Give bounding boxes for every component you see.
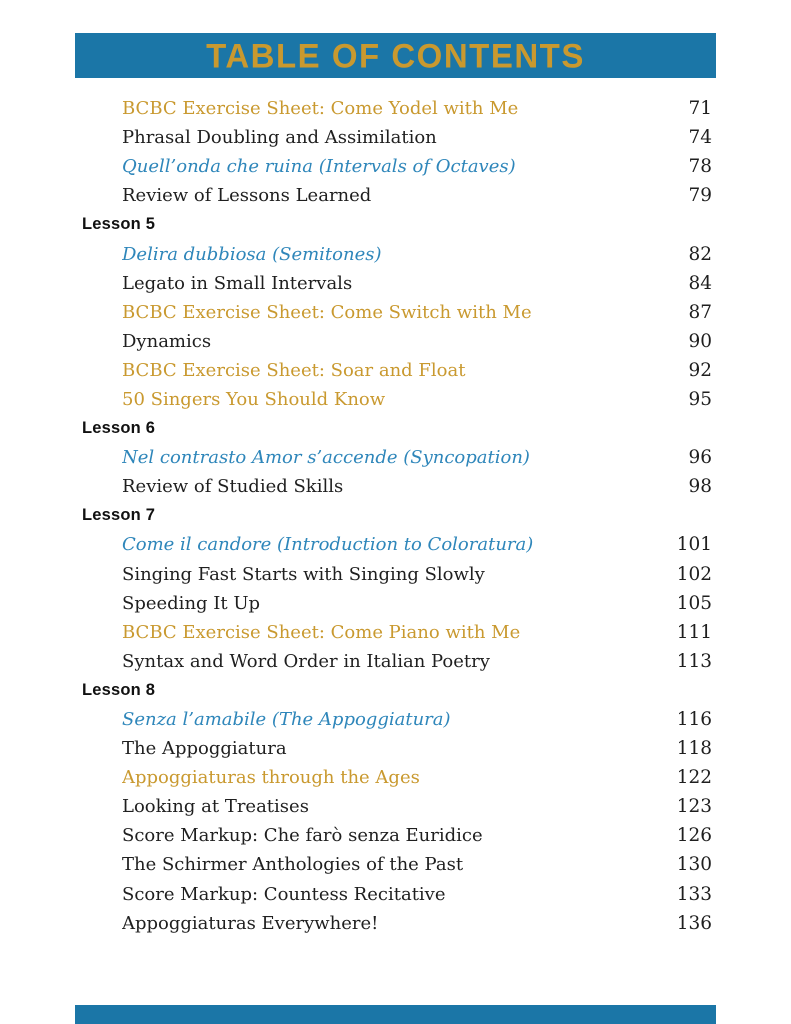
toc-entry-title[interactable]: BCBC Exercise Sheet: Soar and Float: [122, 359, 466, 381]
toc-entry-title[interactable]: Appoggiaturas through the Ages: [122, 767, 420, 789]
toc-entry-page-number: 126: [676, 825, 712, 847]
toc-entry-row[interactable]: [82, 618, 712, 647]
toc-lesson-heading: [82, 210, 712, 239]
toc-entry-row[interactable]: [82, 821, 712, 850]
toc-entry-row[interactable]: [82, 298, 712, 327]
toc-entry-title[interactable]: BCBC Exercise Sheet: Come Yodel with Me: [122, 98, 519, 120]
toc-entry-row[interactable]: [82, 792, 712, 821]
toc-entry-title[interactable]: Delira dubbiosa (Semitones): [122, 243, 382, 265]
toc-entry-row[interactable]: [82, 385, 712, 414]
toc-entry-row[interactable]: [82, 734, 712, 763]
toc-entry-row[interactable]: [82, 269, 712, 298]
toc-lesson-heading: [82, 501, 712, 530]
toc-entry-page-number: 78: [688, 156, 712, 178]
toc-lesson-label: Lesson 7: [82, 506, 156, 525]
toc-lesson-heading: [82, 414, 712, 443]
toc-entry-row[interactable]: [82, 909, 712, 938]
toc-entry-row[interactable]: [82, 327, 712, 356]
toc-entry-page-number: 123: [676, 796, 712, 818]
toc-entry-page-number: 101: [676, 534, 712, 556]
toc-entry-row[interactable]: [82, 850, 712, 879]
toc-entry-title[interactable]: Senza l’amabile (The Appoggiatura): [122, 709, 451, 731]
toc-entry-row[interactable]: [82, 356, 712, 385]
toc-entry-title[interactable]: Quell’onda che ruina (Intervals of Octaves): [122, 156, 516, 178]
toc-entry-title[interactable]: Legato in Small Intervals: [122, 272, 353, 294]
toc-entry-page-number: 105: [676, 592, 712, 614]
toc-entry-title[interactable]: Come il candore (Introduction to Coloratura): [122, 534, 534, 556]
toc-entry-title[interactable]: Speeding It Up: [122, 592, 261, 614]
toc-entry-title[interactable]: BCBC Exercise Sheet: Come Piano with Me: [122, 621, 521, 643]
toc-entry-title[interactable]: Review of Studied Skills: [122, 476, 344, 498]
toc-list: [82, 94, 712, 938]
toc-entry-title[interactable]: Looking at Treatises: [122, 796, 309, 818]
toc-entry-page-number: 113: [676, 650, 712, 672]
toc-entry-title[interactable]: The Schirmer Anthologies of the Past: [122, 854, 464, 876]
toc-entry-row[interactable]: [82, 647, 712, 676]
toc-entry-page-number: 102: [676, 563, 712, 585]
page-title: TABLE OF CONTENTS: [206, 35, 585, 75]
toc-entry-page-number: 71: [688, 98, 712, 120]
toc-entry-row[interactable]: [82, 94, 712, 123]
toc-entry-title[interactable]: Dynamics: [122, 330, 212, 352]
toc-entry-row[interactable]: [82, 181, 712, 210]
toc-entry-row[interactable]: [82, 443, 712, 472]
toc-entry-title[interactable]: Phrasal Doubling and Assimilation: [122, 127, 437, 149]
toc-entry-page-number: 95: [688, 388, 712, 410]
toc-entry-page-number: 98: [688, 476, 712, 498]
toc-entry-page-number: 136: [676, 912, 712, 934]
toc-entry-page-number: 82: [688, 243, 712, 265]
toc-lesson-heading: [82, 676, 712, 705]
toc-entry-page-number: 122: [676, 767, 712, 789]
toc-entry-page-number: 79: [688, 185, 712, 207]
toc-entry-row[interactable]: [82, 472, 712, 501]
toc-entry-page-number: 130: [676, 854, 712, 876]
toc-entry-page-number: 111: [676, 621, 712, 643]
toc-entry-page-number: 84: [688, 272, 712, 294]
toc-entry-page-number: 74: [688, 127, 712, 149]
toc-entry-page-number: 92: [688, 359, 712, 381]
toc-entry-page-number: 90: [688, 330, 712, 352]
toc-entry-title[interactable]: 50 Singers You Should Know: [122, 388, 386, 410]
toc-entry-row[interactable]: [82, 239, 712, 268]
toc-entry-title[interactable]: Singing Fast Starts with Singing Slowly: [122, 563, 485, 585]
toc-entry-row[interactable]: [82, 123, 712, 152]
toc-entry-row[interactable]: [82, 152, 712, 181]
toc-banner: [75, 33, 716, 78]
toc-entry-title[interactable]: Nel contrasto Amor s’accende (Syncopation): [122, 447, 530, 469]
toc-entry-page-number: 87: [688, 301, 712, 323]
toc-entry-title[interactable]: Appoggiaturas Everywhere!: [122, 912, 379, 934]
toc-entry-page-number: 116: [676, 709, 712, 731]
toc-entry-page-number: 96: [688, 447, 712, 469]
toc-entry-row[interactable]: [82, 560, 712, 589]
toc-lesson-label: Lesson 5: [82, 215, 156, 234]
toc-entry-row[interactable]: [82, 530, 712, 559]
toc-lesson-label: Lesson 6: [82, 419, 156, 438]
toc-entry-page-number: 133: [676, 883, 712, 905]
toc-entry-title[interactable]: Syntax and Word Order in Italian Poetry: [122, 650, 490, 672]
toc-entry-title[interactable]: Review of Lessons Learned: [122, 185, 372, 207]
toc-entry-row[interactable]: [82, 880, 712, 909]
toc-entry-row[interactable]: [82, 705, 712, 734]
toc-lesson-label: Lesson 8: [82, 680, 156, 699]
toc-entry-title[interactable]: The Appoggiatura: [122, 738, 287, 760]
toc-entry-row[interactable]: [82, 589, 712, 618]
toc-entry-title[interactable]: Score Markup: Che farò senza Euridice: [122, 825, 483, 847]
toc-entry-title[interactable]: Score Markup: Countess Recitative: [122, 883, 446, 905]
toc-entry-row[interactable]: [82, 763, 712, 792]
footer-bar: [75, 1005, 716, 1024]
toc-entry-page-number: 118: [676, 738, 712, 760]
toc-entry-title[interactable]: BCBC Exercise Sheet: Come Switch with Me: [122, 301, 532, 323]
